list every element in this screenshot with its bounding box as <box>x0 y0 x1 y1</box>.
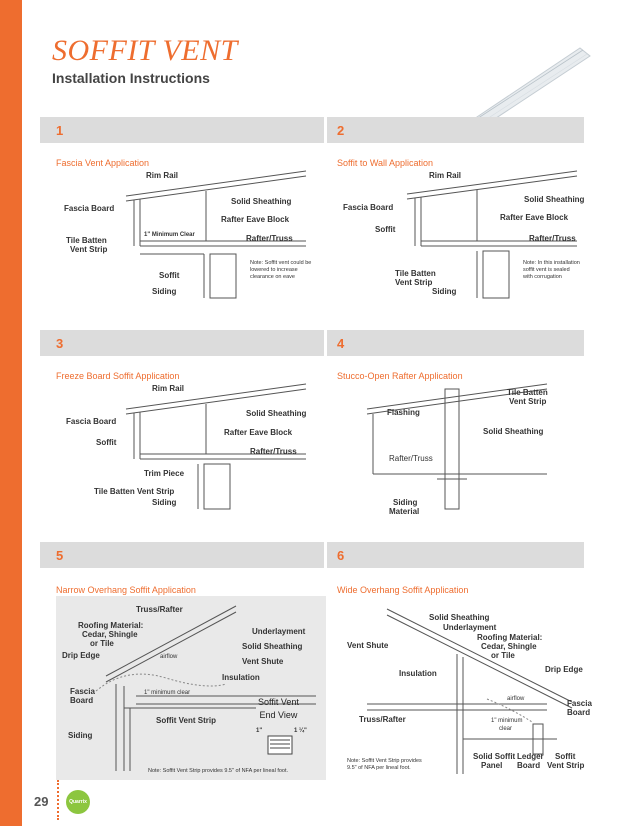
dim-1-25in: 1 ¼" <box>294 728 307 734</box>
page-title: SOFFIT VENT <box>52 34 238 67</box>
diagram-fascia-vent <box>56 166 320 306</box>
label-rafter-truss: Rafter/Truss <box>529 234 576 243</box>
label-truss-rafter: Truss/Rafter <box>136 605 183 614</box>
label-soffit: Soffit <box>555 752 576 761</box>
label-soffit-vent-strip: Soffit Vent Strip <box>156 716 216 725</box>
label-cedar-shingle: Cedar, Shingle <box>481 642 537 651</box>
label-or-tile: or Tile <box>491 651 515 660</box>
label-fascia-board: Fascia Board <box>66 417 117 426</box>
label-flashing: Flashing <box>387 408 420 417</box>
label-min-clear: 1" Minimum Clear <box>144 232 195 238</box>
label-solid-sheathing: Solid Sheathing <box>231 197 292 206</box>
diagram-soffit-to-wall <box>337 166 584 306</box>
label-tile-batten: Tile Batten <box>507 388 548 397</box>
section-title: Soffit to Wall Application <box>337 158 434 168</box>
orange-side-bar <box>0 0 22 826</box>
quarrix-logo <box>66 790 90 814</box>
end-view-caption <box>258 696 299 722</box>
label-tile-batten-vent-strip: Tile Batten Vent Strip <box>94 487 175 496</box>
label-vent-strip: Vent Strip <box>395 278 433 287</box>
note-line: with corrugation <box>523 274 562 280</box>
section-number: 6 <box>337 548 345 563</box>
label-rafter-truss: Rafter/Truss <box>246 234 293 243</box>
label-tile-batten: Tile Batten <box>395 269 436 278</box>
section-number: 4 <box>337 336 345 351</box>
label-min-clear: 1" minimum <box>491 718 523 724</box>
section-bar-5 <box>40 542 324 568</box>
section-title: Narrow Overhang Soffit Application <box>56 585 196 595</box>
note-line: Note: Soffit Vent Strip provides 9.5" of NFA per lineal foot. <box>148 768 289 774</box>
label-vent-strip: Vent Strip <box>70 245 108 254</box>
section-bar-3 <box>40 330 324 356</box>
label-rafter-eave-block: Rafter Eave Block <box>500 213 569 222</box>
section-number: 2 <box>337 123 345 138</box>
note-line: soffit vent is sealed <box>523 267 570 273</box>
diagram-stucco-open-rafter <box>337 379 584 519</box>
label-rim-rail: Rim Rail <box>152 384 185 393</box>
label-cedar-shingle: Cedar, Shingle <box>82 630 138 639</box>
label-rim-rail: Rim Rail <box>429 171 462 180</box>
dim-1in: 1" <box>256 728 263 734</box>
label-soffit: Soffit <box>96 438 117 447</box>
diagram-narrow-overhang-soffit <box>56 596 326 780</box>
label-rafter-eave-block: Rafter Eave Block <box>224 428 293 437</box>
label-solid-sheathing: Solid Sheathing <box>524 195 585 204</box>
label-truss-rafter: Truss/Rafter <box>359 715 406 724</box>
section-bar-6 <box>327 542 584 568</box>
section-bar-2 <box>327 117 584 143</box>
label-solid-sheathing: Solid Sheathing <box>246 409 307 418</box>
section-title: Stucco-Open Rafter Application <box>337 371 463 381</box>
label-solid-soffit: Solid Soffit <box>473 752 516 761</box>
label-siding: Siding <box>152 287 177 296</box>
label-insulation: Insulation <box>222 673 260 682</box>
label-soffit: Soffit <box>375 225 396 234</box>
label-airflow: airflow <box>507 696 525 702</box>
label-tile-batten: Tile Batten <box>66 236 107 245</box>
label-ledger-board: Board <box>517 761 541 770</box>
note-line: clearance on eave <box>250 274 295 280</box>
section-bar-4 <box>327 330 584 356</box>
label-solid-sheathing: Solid Sheathing <box>429 613 490 622</box>
label-board: Board <box>567 708 591 717</box>
label-insulation: Insulation <box>399 669 437 678</box>
label-fascia-board: Fascia Board <box>64 204 115 213</box>
end-view-line: Soffit Vent <box>258 697 299 707</box>
section-title: Fascia Vent Application <box>56 158 150 168</box>
label-fascia: Fascia <box>567 699 592 708</box>
section-title: Freeze Board Soffit Application <box>56 371 180 381</box>
label-drip-edge: Drip Edge <box>545 665 583 674</box>
page-number: 29 <box>34 794 49 809</box>
note-line: Note: Soffit Vent Strip provides <box>347 758 422 764</box>
section-number: 3 <box>56 336 64 351</box>
label-rafter-truss: Rafter/Truss <box>250 447 297 456</box>
label-min-clear: 1" minimum clear <box>144 690 191 696</box>
label-solid-sheathing: Solid Sheathing <box>242 642 303 651</box>
note-line: lowered to increase <box>250 267 298 273</box>
label-siding: Siding <box>152 498 177 507</box>
label-vent-shute: Vent Shute <box>347 641 389 650</box>
section-bar-1 <box>40 117 324 143</box>
label-siding: Siding <box>68 731 93 740</box>
label-trim-piece: Trim Piece <box>144 469 185 478</box>
note-line: Note: Soffit vent could be <box>250 260 312 266</box>
section-number: 5 <box>56 548 64 563</box>
section-number: 1 <box>56 123 64 138</box>
label-rim-rail: Rim Rail <box>146 171 179 180</box>
label-siding: Siding <box>432 287 457 296</box>
label-drip-edge: Drip Edge <box>62 651 100 660</box>
section-title: Wide Overhang Soffit Application <box>337 585 469 595</box>
note-line: Note: In this installation <box>523 260 580 266</box>
diagram-wide-overhang-soffit <box>337 604 592 780</box>
dotted-divider <box>57 780 61 820</box>
end-view-line: End View <box>259 710 298 720</box>
label-rafter-eave-block: Rafter Eave Block <box>221 215 290 224</box>
label-or-tile: or Tile <box>90 639 114 648</box>
label-vent-strip: Vent Strip <box>509 397 547 406</box>
label-ledger: Ledger <box>517 752 544 761</box>
label-clear: clear <box>499 726 513 732</box>
label-vent-strip: Vent Strip <box>547 761 585 770</box>
label-underlayment: Underlayment <box>443 623 497 632</box>
label-underlayment: Underlayment <box>252 627 306 636</box>
diagram-freeze-board-soffit <box>56 379 320 519</box>
logo-text: Quarrix <box>69 799 87 805</box>
label-fascia: Fascia <box>70 687 95 696</box>
label-board: Board <box>70 696 94 705</box>
label-siding: Siding <box>393 498 418 507</box>
label-panel: Panel <box>481 761 503 770</box>
page-subtitle: Installation Instructions <box>52 70 210 86</box>
label-material: Material <box>389 507 420 516</box>
label-fascia-board: Fascia Board <box>343 203 394 212</box>
label-airflow: airflow <box>160 654 178 660</box>
label-rafter-truss: Rafter/Truss <box>389 454 433 463</box>
label-roofing-material: Roofing Material: <box>477 633 543 642</box>
label-vent-shute: Vent Shute <box>242 657 284 666</box>
note-line: 9.5" of NFA per lineal foot. <box>347 765 411 771</box>
label-soffit: Soffit <box>159 271 180 280</box>
label-solid-sheathing: Solid Sheathing <box>483 427 544 436</box>
label-roofing-material: Roofing Material: <box>78 621 144 630</box>
